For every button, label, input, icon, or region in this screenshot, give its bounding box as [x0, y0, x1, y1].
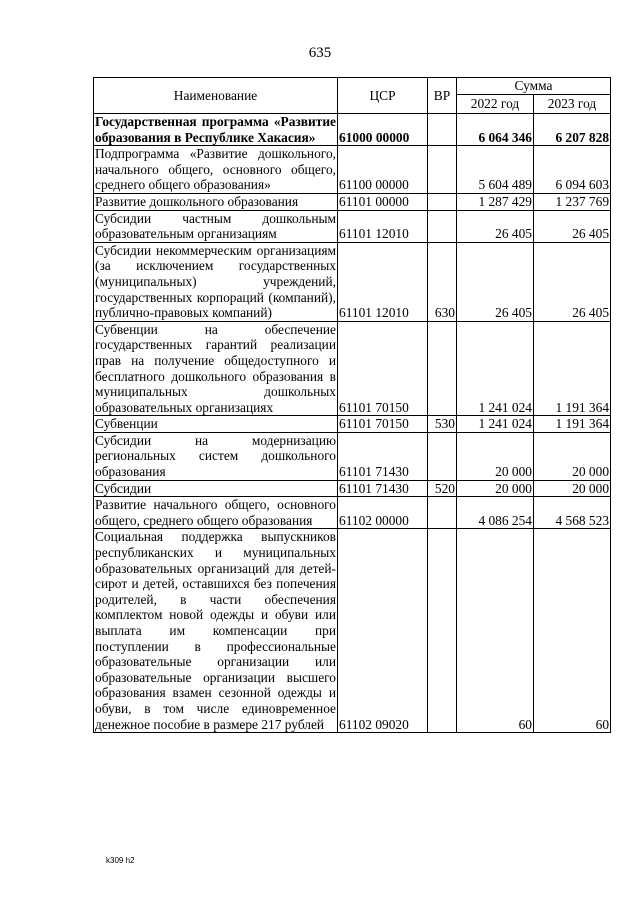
header-csr: ЦСР — [338, 78, 428, 114]
row-csr: 61101 70150 — [338, 416, 428, 433]
table-row — [94, 497, 611, 529]
row-vr: 520 — [428, 480, 457, 497]
row-amount-2022: 60 — [457, 529, 534, 733]
table-row — [94, 114, 611, 146]
row-name: Субвенции — [94, 416, 338, 433]
row-csr: 61101 00000 — [338, 193, 428, 210]
row-csr: 61101 71430 — [338, 432, 428, 480]
header-vr: ВР — [428, 78, 457, 114]
table-row — [94, 529, 611, 733]
row-csr: 61102 09020 — [338, 529, 428, 733]
row-csr: 61100 00000 — [338, 146, 428, 194]
row-amount-2022: 6 064 346 — [457, 114, 534, 146]
row-vr — [428, 497, 457, 529]
row-amount-2023: 6 094 603 — [534, 146, 611, 194]
row-amount-2022: 1 241 024 — [457, 416, 534, 433]
row-name: Субсидии на модернизацию региональных систем дошкольного образования — [95, 432, 336, 480]
row-csr: 61000 00000 — [338, 114, 428, 146]
page-number: 635 — [308, 45, 332, 61]
row-name: Субвенции на обеспечение государственных гарантий реализации прав на получение общедоступного и бесплатного дошкольного образования в муниципальных дошкольных образовательных организациях — [95, 321, 336, 415]
header-year-2023: 2023 год — [534, 95, 611, 114]
row-amount-2022: 26 405 — [457, 242, 534, 321]
table-body — [94, 114, 611, 733]
row-vr — [428, 432, 457, 480]
header-sum: Сумма — [457, 78, 611, 95]
row-name: Развитие начального общего, основного общего, среднего общего образования — [95, 497, 336, 528]
row-name: Субсидии некоммерческим организациям (за исключением государственных (муниципальных) учреждений, государственных корпораций (компаний), публично-правовых компаний) — [95, 242, 336, 321]
table-row — [94, 432, 611, 480]
row-amount-2022: 4 086 254 — [457, 497, 534, 529]
row-csr: 61101 12010 — [338, 210, 428, 242]
row-amount-2023: 4 568 523 — [534, 497, 611, 529]
row-vr — [428, 321, 457, 416]
table-row — [94, 480, 611, 497]
header-year-2022: 2022 год — [457, 95, 534, 114]
header-name: Наименование — [94, 78, 338, 114]
row-amount-2022: 1 287 429 — [457, 193, 534, 210]
row-vr: 530 — [428, 416, 457, 433]
row-vr — [428, 114, 457, 146]
row-vr — [428, 193, 457, 210]
row-amount-2022: 5 604 489 — [457, 146, 534, 194]
row-amount-2023: 26 405 — [534, 210, 611, 242]
row-amount-2022: 20 000 — [457, 480, 534, 497]
row-name: Социальная поддержка выпускников республиканских и муниципальных образовательных организаций для детей-сирот и детей, оставшихся без попечения родителей, в части обеспечения комплектом новой одежды и обуви или выплата им компенсации при поступлении в профессиональные образовательные организации или образовательные организации высшего образования взамен сезонной одежды и обуви, в том числе единовременное денежное пособие в размере 217 рублей — [95, 529, 336, 732]
row-amount-2022: 20 000 — [457, 432, 534, 480]
table-row — [94, 242, 611, 321]
row-name: Субсидии частным дошкольным образовательным организациям — [95, 210, 336, 242]
row-csr: 61101 70150 — [338, 321, 428, 416]
table-row — [94, 193, 611, 210]
row-amount-2023: 1 191 364 — [534, 416, 611, 433]
row-vr: 630 — [428, 242, 457, 321]
row-vr — [428, 529, 457, 733]
budget-table — [93, 77, 611, 733]
table-row — [94, 146, 611, 194]
row-csr: 61102 00000 — [338, 497, 428, 529]
row-name: Развитие дошкольного образования — [94, 193, 338, 210]
row-amount-2023: 20 000 — [534, 432, 611, 480]
row-amount-2023: 6 207 828 — [534, 114, 611, 146]
row-amount-2023: 60 — [534, 529, 611, 733]
table-row — [94, 321, 611, 416]
table-row — [94, 416, 611, 433]
row-amount-2023: 1 237 769 — [534, 193, 611, 210]
row-csr: 61101 12010 — [338, 242, 428, 321]
row-csr: 61101 71430 — [338, 480, 428, 497]
row-amount-2022: 1 241 024 — [457, 321, 534, 416]
row-vr — [428, 210, 457, 242]
row-amount-2023: 20 000 — [534, 480, 611, 497]
table-row — [94, 210, 611, 242]
row-name: Подпрограмма «Развитие дошкольного, начального общего, основного общего, среднего общего образования» — [95, 146, 336, 193]
row-name: Государственная программа «Развитие образования в Республике Хакасия» — [95, 114, 336, 145]
row-amount-2022: 26 405 — [457, 210, 534, 242]
row-name: Субсидии — [94, 480, 338, 497]
footer-code: k309 h2 — [106, 856, 135, 865]
row-amount-2023: 1 191 364 — [534, 321, 611, 416]
row-vr — [428, 146, 457, 194]
row-amount-2023: 26 405 — [534, 242, 611, 321]
